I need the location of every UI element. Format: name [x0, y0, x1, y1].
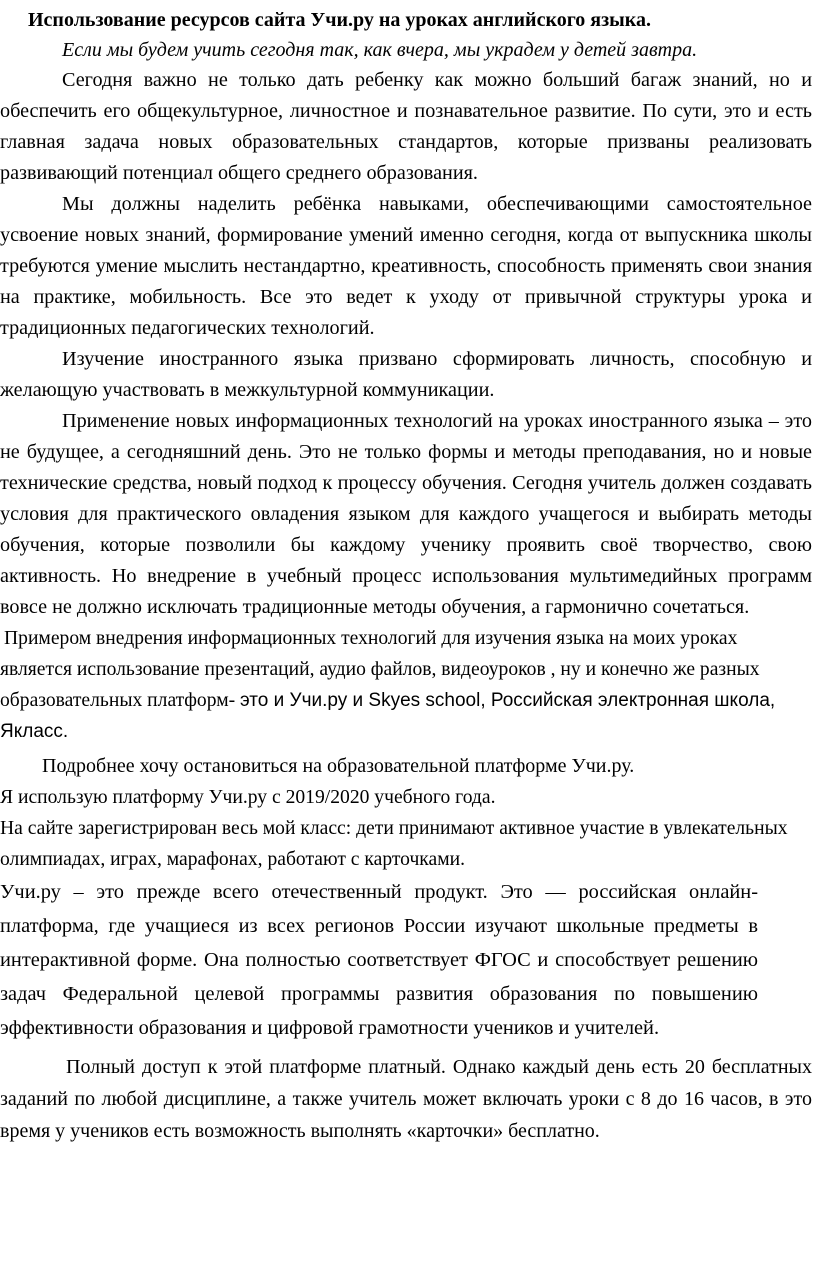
paragraph-foreign-language: Изучение иностранного языка призвано сформировать личность, способную и желающую участвовать в межкультурной коммуникации. — [0, 348, 812, 401]
paragraph-intro: Сегодня важно не только дать ребенку как можно больший багаж знаний, но и обеспечить его общекультурное, личностное и познавательное развитие. По сути, это и есть главная задача новых образовательных стандартов, которые призваны реализовать развивающий потенциал общего среднего образования. — [0, 69, 812, 184]
paragraph-platforms — [0, 623, 816, 747]
paragraph-uchi-description: Учи.ру – это прежде всего отечественный продукт. Это — российская онлайн-платформа, где учащиеся из всех регионов России изучают школьные предметы в интерактивной форме. Она полностью соответствует ФГОС и способствует решению задач Федеральной целевой программы развития образования по повышению эффективности образования и цифровой грамотности учеников и учителей. — [0, 881, 758, 1039]
paragraph-uchi-focus: Подробнее хочу остановиться на образовательной платформе Учи.ру. — [42, 755, 635, 777]
epigraph: Если мы будем учить сегодня так, как вчера, мы украдем у детей завтра. — [62, 39, 698, 61]
paragraph-platforms-list: это и Учи.ру и Skyes school, Российская электронная школа, Якласс. — [0, 690, 776, 742]
page-title: Использование ресурсов сайта Учи.ру на уроках английского языка. — [28, 9, 651, 31]
paragraph-usage-since: Я использую платформу Учи.ру с 2019/2020 учебного года. — [0, 787, 496, 808]
paragraph-class-registered: На сайте зарегистрирован весь мой класс: дети принимают активное участие в увлекательных олимпиадах, играх, марафонах, работают с карточками. — [0, 818, 788, 870]
paragraph-platforms-start: Примером внедрения информационных технологий для изучения языка на моих уроках является использование презентаций, аудио файлов, видеоуроков , ну и конечно же разных образовательных платформ- — [0, 628, 760, 711]
paragraph-skills: Мы должны наделить ребёнка навыками, обеспечивающими самостоятельное усвоение новых знаний, формирование умений именно сегодня, когда от выпускника школы требуются умение мыслить нестандартно, креативность, способность применять свои знания на практике, мобильность. Все это ведет к уходу от привычной структуры урока и традиционных педагогических технологий. — [0, 193, 812, 339]
paragraph-it-technologies: Применение новых информационных технологий на уроках иностранного языка – это не будущее, а сегодняшний день. Это не только формы и методы преподавания, но и новые технические средства, новый подход к процессу обучения. Сегодня учитель должен создавать условия для практического овладения языком для каждого учащегося и выбирать методы обучения, которые позволили бы каждому ученику проявить своё творчество, свою активность. Но внедрение в учебный процесс использования мультимедийных программ вовсе не должно исключать традиционные методы обучения, а гармонично сочетаться. — [0, 410, 812, 618]
paragraph-access: Полный доступ к этой платформе платный. Однако каждый день есть 20 бесплатных заданий по любой дисциплине, а также учитель может включать уроки с 8 до 16 часов, в это время у учеников есть возможность выполнять «карточки» бесплатно. — [0, 1056, 812, 1142]
